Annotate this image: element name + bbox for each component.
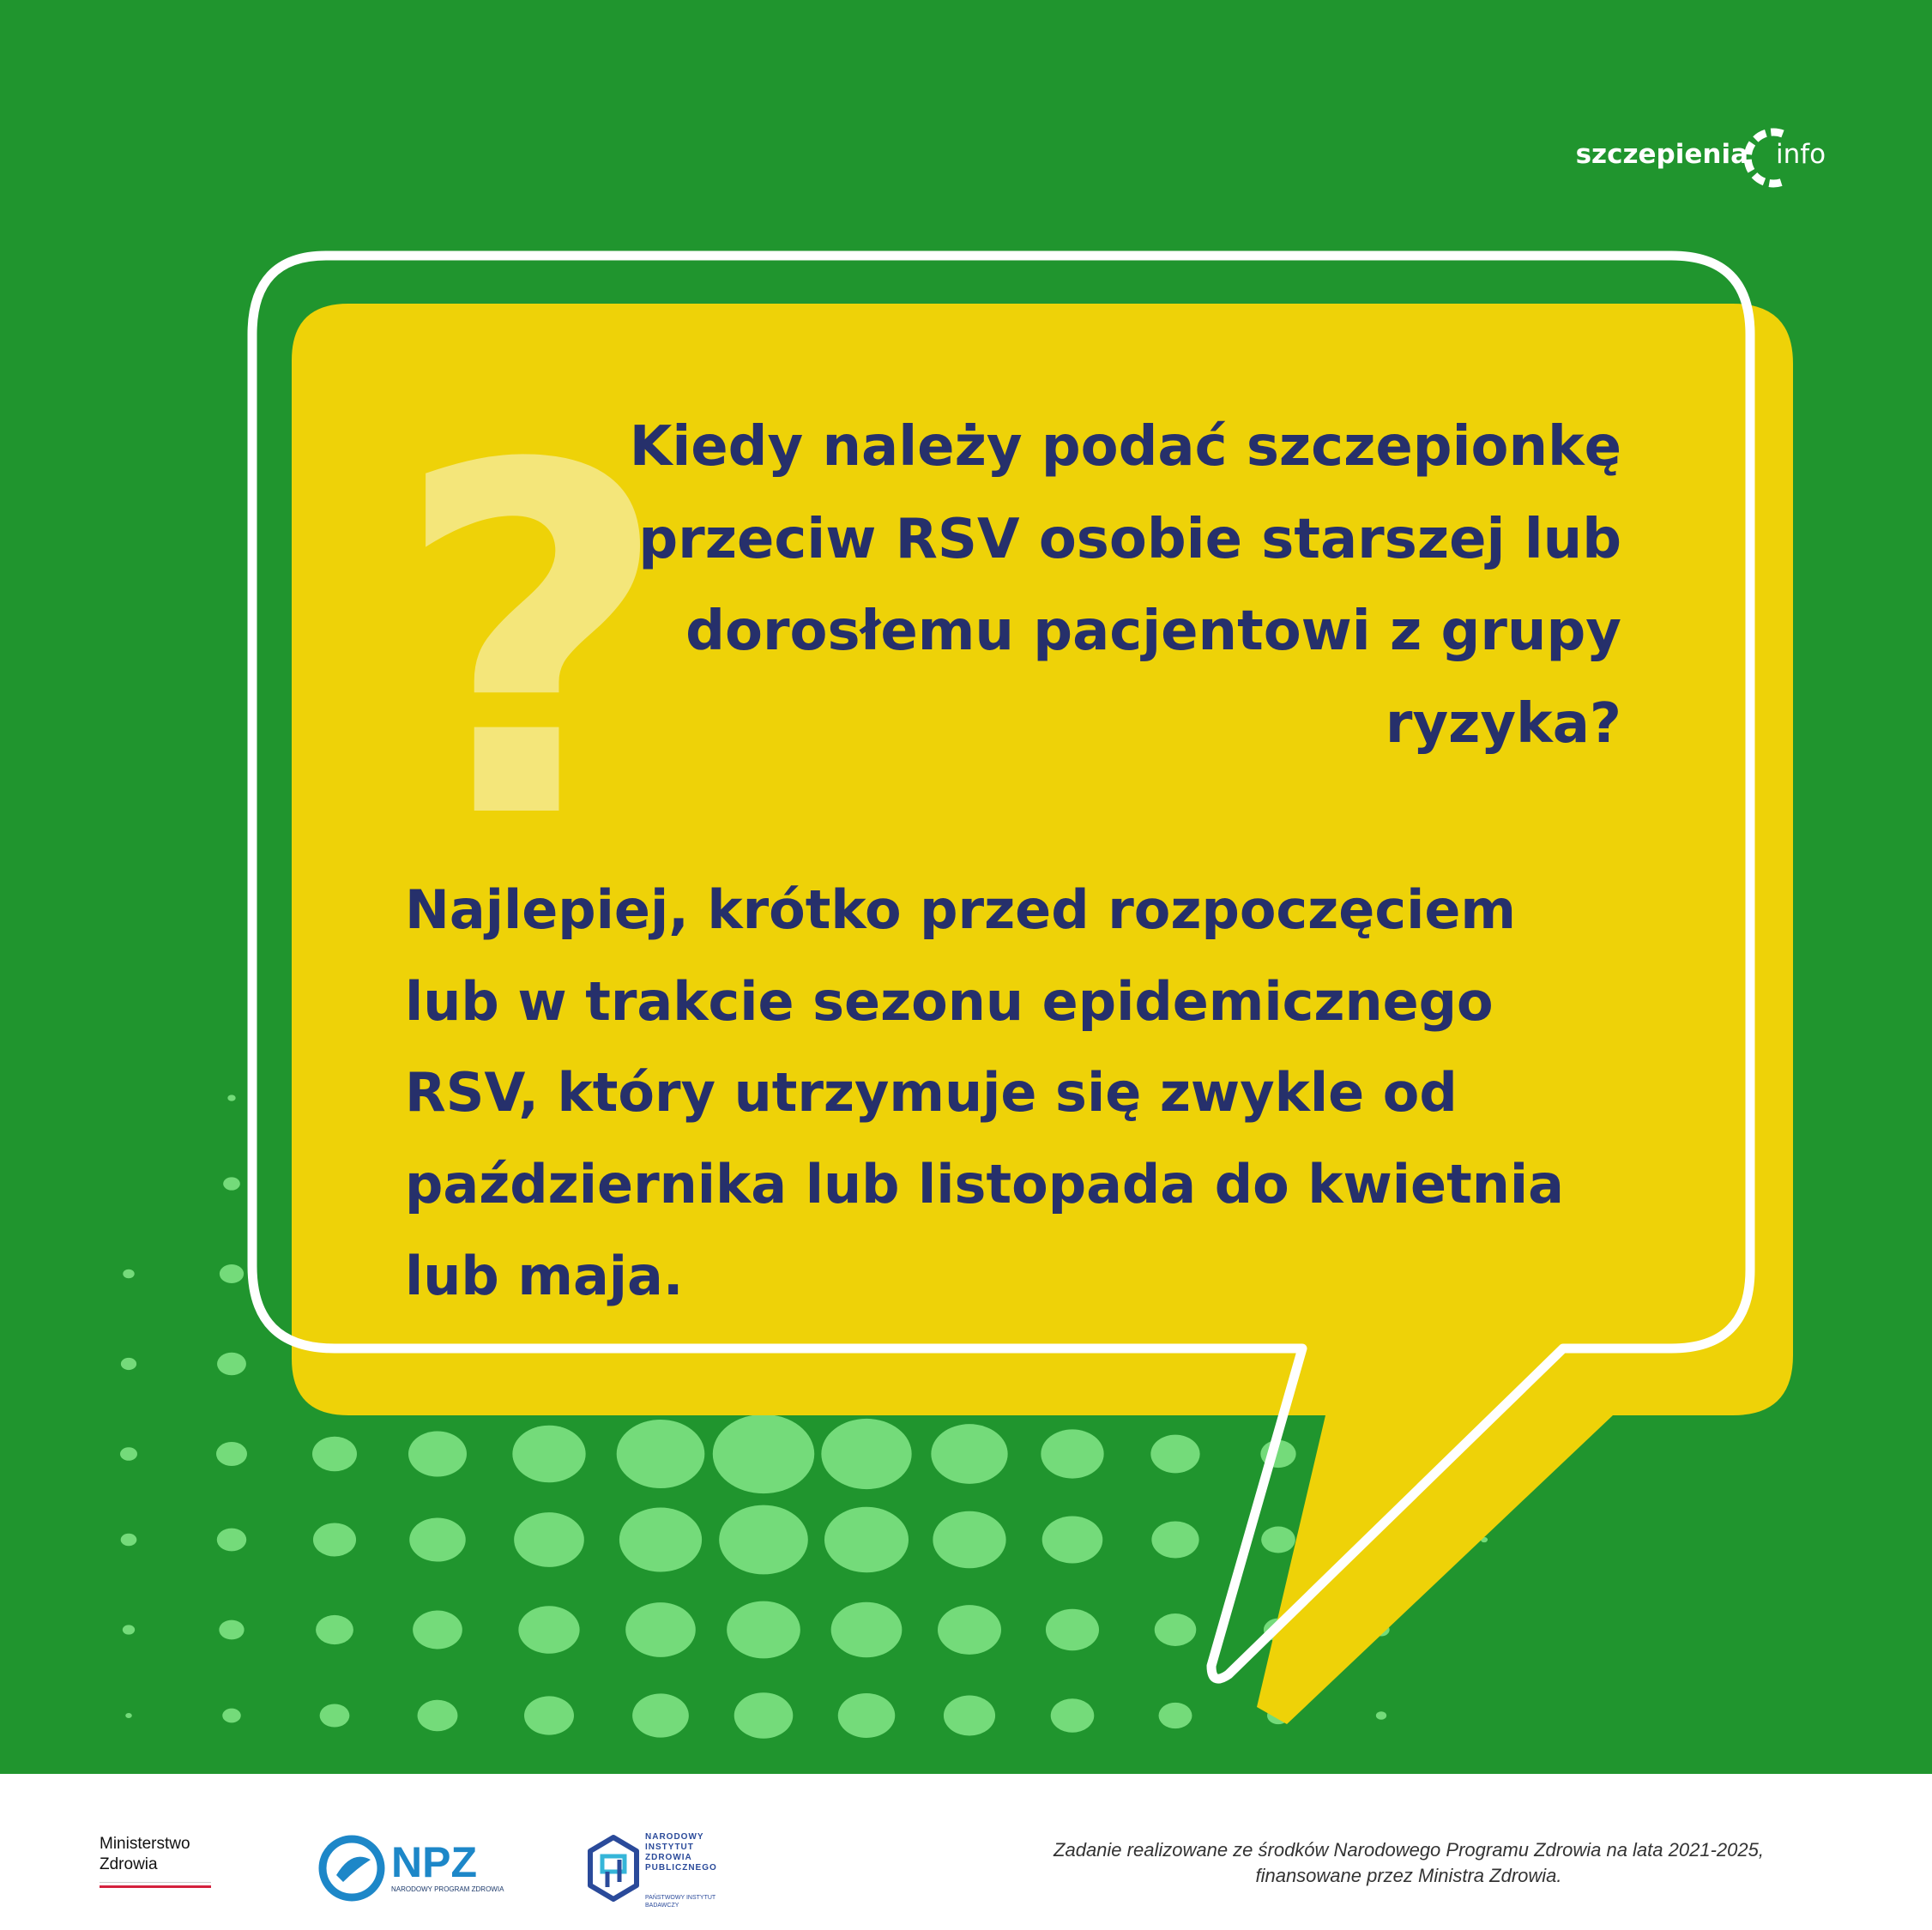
halftone-dot [518, 1606, 579, 1654]
halftone-dot [838, 1693, 896, 1738]
halftone-dot [418, 1700, 458, 1732]
npz-logo [317, 1832, 504, 1909]
halftone-dot [524, 1696, 574, 1734]
nizp-emblem-icon [587, 1834, 640, 1903]
halftone-dot [625, 1602, 696, 1657]
halftone-dot [619, 1507, 702, 1571]
halftone-dot [313, 1523, 356, 1556]
halftone-dot [409, 1517, 466, 1561]
halftone-dot [123, 1270, 134, 1278]
nizp-sub-line: BADAWCZY [645, 1903, 679, 1909]
nizp-logo [587, 1829, 750, 1915]
answer-line: lub w trakcie sezonu epidemicznego [405, 969, 1494, 1033]
halftone-dot [121, 1534, 137, 1547]
halftone-dot [1051, 1698, 1095, 1732]
nizp-subtitle [645, 1894, 715, 1909]
funding-line-2: finansowane przez Ministra Zdrowia. [1255, 1865, 1562, 1886]
halftone-dot [831, 1602, 903, 1658]
nizp-line: INSTYTUT [645, 1843, 694, 1852]
halftone-dot [312, 1437, 357, 1472]
halftone-dot [123, 1625, 135, 1634]
halftone-dot [1151, 1521, 1198, 1558]
halftone-dot [632, 1693, 689, 1737]
halftone-dot [121, 1358, 136, 1370]
halftone-dot [727, 1601, 800, 1659]
nizp-sub-line: PAŃSTWOWY INSTYTUT [645, 1895, 716, 1901]
ministry-line-1: Ministerstwo [100, 1835, 190, 1853]
halftone-dot [821, 1419, 911, 1489]
nizp-line: NARODOWY [645, 1832, 704, 1842]
halftone-dot [217, 1353, 246, 1375]
halftone-dot [222, 1709, 241, 1723]
halftone-dot [227, 1095, 235, 1101]
halftone-dot [1155, 1613, 1197, 1646]
nizp-name [645, 1832, 717, 1873]
brand-logo [1575, 120, 1853, 197]
question-heading [515, 401, 1621, 770]
question-line: dorosłemu pacjentowi z grupy [685, 600, 1621, 664]
question-mark-decoration: ? [392, 365, 672, 925]
halftone-dot [1042, 1516, 1103, 1563]
halftone-dot [217, 1529, 246, 1552]
question-line: ryzyka? [1385, 691, 1621, 756]
halftone-dot [220, 1264, 244, 1283]
halftone-dot [413, 1610, 462, 1649]
halftone-dot [320, 1704, 350, 1727]
halftone-dot [719, 1505, 808, 1575]
halftone-dot [1261, 1527, 1295, 1553]
halftone-dot [408, 1431, 467, 1476]
halftone-dot [1041, 1429, 1103, 1478]
halftone-dot [512, 1426, 585, 1483]
halftone-dot [931, 1424, 1007, 1484]
halftone-dot [734, 1692, 794, 1738]
halftone-dot [219, 1620, 244, 1640]
halftone-dot [223, 1177, 240, 1190]
funding-note [997, 1837, 1820, 1889]
halftone-dot [1046, 1609, 1099, 1650]
nizp-line: PUBLICZNEGO [645, 1863, 717, 1873]
brand-suffix: info [1776, 139, 1826, 170]
footer [0, 1774, 1932, 1930]
ministry-of-health-logo [100, 1834, 220, 1887]
halftone-dot [125, 1713, 132, 1718]
answer-line: Najlepiej, krótko przed rozpoczęciem [405, 878, 1516, 941]
answer-text [405, 865, 1640, 1322]
funding-line-1: Zadanie realizowane ze środków Narodowego Programu Zdrowia na lata 2021-2025, [1054, 1839, 1764, 1861]
polish-flag-bar [100, 1882, 211, 1887]
halftone-dot [216, 1442, 247, 1466]
halftone-dot [933, 1511, 1005, 1569]
npz-name: NPZ [391, 1838, 477, 1886]
brand-name: szczepienia [1575, 139, 1748, 170]
halftone-dot [120, 1447, 137, 1461]
question-line: przeciw RSV osobie starszej lub [638, 507, 1621, 571]
halftone-dot [713, 1414, 814, 1493]
question-line: Kiedy należy podać szczepionkę [629, 415, 1621, 479]
halftone-dot [617, 1420, 705, 1488]
halftone-dot [938, 1605, 1001, 1655]
halftone-dot [1159, 1703, 1192, 1728]
halftone-dot [514, 1512, 584, 1567]
nizp-line: ZDROWIA [645, 1853, 692, 1862]
answer-line: lub maja. [405, 1244, 684, 1307]
answer-line: RSV, który utrzymuje się zwykle od [405, 1061, 1458, 1125]
halftone-dot [316, 1615, 353, 1644]
halftone-dot [824, 1507, 909, 1573]
answer-line: października lub listopada do kwietnia [405, 1152, 1564, 1215]
npz-subtitle: NARODOWY PROGRAM ZDROWIA [391, 1885, 504, 1893]
ministry-line-2: Zdrowia [100, 1855, 158, 1873]
halftone-dot [1376, 1711, 1386, 1720]
halftone-dot [1150, 1435, 1199, 1474]
npz-emblem-icon [317, 1834, 386, 1903]
halftone-dot [944, 1696, 995, 1736]
